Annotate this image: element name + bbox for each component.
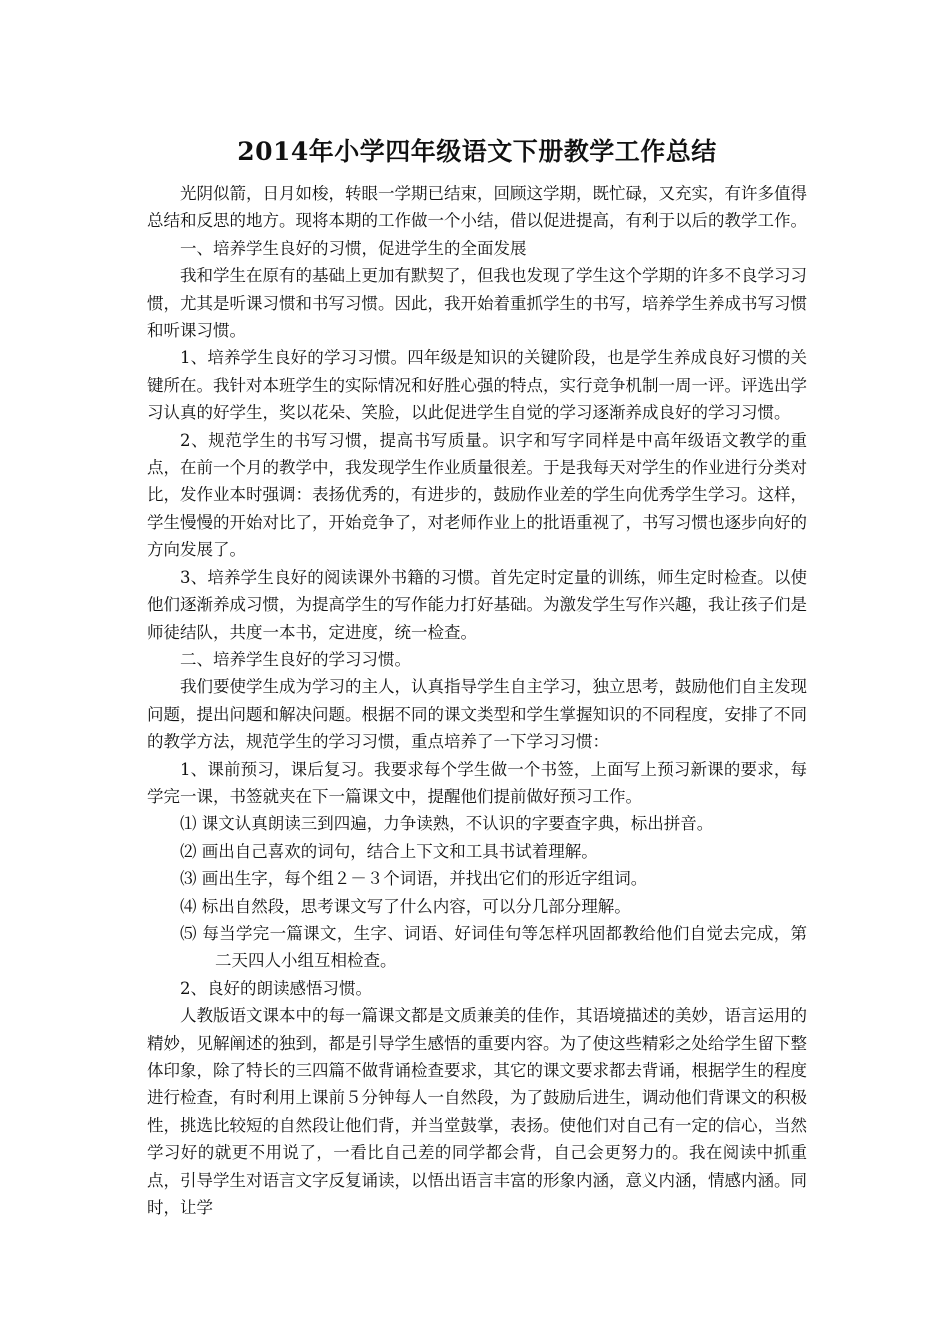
section-1-heading: 一、培养学生良好的习惯，促进学生的全面发展 — [180, 238, 527, 258]
section-2-intro-paragraph: 我们要使学生成为学习的主人，认真指导学生自主学习，独立思考，鼓励他们自主发现问题，提出问题和解决问题。根据不同的课文类型和学生掌握知识的不同程度，安排了不同的教学方法，规范学生的学习习惯，重点培养了一下学习习惯： — [147, 677, 807, 752]
document-content — [147, 134, 807, 1221]
section-2-item-2: 2、良好的朗读感悟习惯。 — [180, 978, 372, 998]
intro-paragraph: 光阴似箭，日月如梭，转眼一学期已结束，回顾这学期，既忙碌，又充实，有许多值得总结和反思的地方。现将本期的工作做一个小结，借以促进提高，有利于以后的教学工作。 — [147, 184, 807, 231]
document-title: 2014年小学四年级语文下册教学工作总结 — [237, 137, 717, 166]
section-2-heading: 二、培养学生良好的学习习惯。 — [180, 649, 411, 669]
preview-step-1: ⑴ 课文认真朗读三到四遍，力争读熟，不认识的字要查字典，标出拼音。 — [180, 814, 714, 834]
section-1-item-3: 3、培养学生良好的阅读课外书籍的习惯。首先定时定量的训练，师生定时检查。以使他们逐渐养成习惯，为提高学生的写作能力打好基础。为激发学生写作兴趣，我让孩子们是师徒结队，共度一本书，定进度，统一检查。 — [147, 567, 807, 642]
preview-step-4: ⑷ 标出自然段，思考课文写了什么内容，可以分几部分理解。 — [180, 896, 631, 916]
section-1-item-2: 2、规范学生的书写习惯，提高书写质量。识字和写字同样是中高年级语文教学的重点，在前一个月的教学中，我发现学生作业质量很差。于是我每天对学生的作业进行分类对比，发作业本时强调：表扬优秀的，有进步的，鼓励作业差的学生向优秀学生学习。这样，学生慢慢的开始对比了，开始竞争了，对老师作业上的批语重视了，书写习惯也逐步向好的方向发展了。 — [147, 430, 807, 560]
preview-step-3: ⑶ 画出生字，每个组２－３个词语，并找出它们的形近字组词。 — [180, 869, 648, 889]
document-body — [147, 180, 807, 1221]
section-2-item-1: 1、课前预习，课后复习。我要求每个学生做一个书签，上面写上预习新课的要求，每学完一课，书签就夹在下一篇课文中，提醒他们提前做好预习工作。 — [147, 759, 807, 806]
section-1-item-1: 1、培养学生良好的学习习惯。四年级是知识的关键阶段，也是学生养成良好习惯的关键所在。我针对本班学生的实际情况和好胜心强的特点，实行竞争机制一周一评。评选出学习认真的好学生，奖以花朵、笑脸，以此促进学生自觉的学习逐渐养成良好的学习习惯。 — [147, 348, 807, 423]
preview-step-5: ⑸ 每当学完一篇课文，生字、词语、好词佳句等怎样巩固都教给他们自觉去完成，第二天四人小组互相检查。 — [180, 923, 807, 971]
section-1-intro-paragraph: 我和学生在原有的基础上更加有默契了，但我也发现了学生这个学期的许多不良学习习惯，尤其是听课习惯和书写习惯。因此，我开始着重抓学生的书写，培养学生养成书写习惯和听课习惯。 — [147, 266, 807, 341]
section-2-item-2-paragraph: 人教版语文课本中的每一篇课文都是文质兼美的佳作，其语境描述的美妙，语言运用的精妙，见解阐述的独到，都是引导学生感悟的重要内容。为了使这些精彩之处给学生留下整体印象，除了特长的三四篇不做背诵检查要求，其它的课文要求都去背诵，根据学生的程度进行检查，有时利用上课前５分钟每人一自然段，为了鼓励后进生，调动他们背课文的积极性，挑选比较短的自然段让他们背，并当堂鼓掌，表扬。使他们对自己有一定的信心，当然学习好的就更不用说了，一看比自己差的同学都会背，自己会更努力的。我在阅读中抓重点，引导学生对语言文字反复诵读，以悟出语言丰富的形象内涵，意义内涵，情感内涵。同时，让学 — [147, 1006, 807, 1218]
preview-step-2: ⑵ 画出自己喜欢的词句，结合上下文和工具书试着理解。 — [180, 841, 598, 861]
